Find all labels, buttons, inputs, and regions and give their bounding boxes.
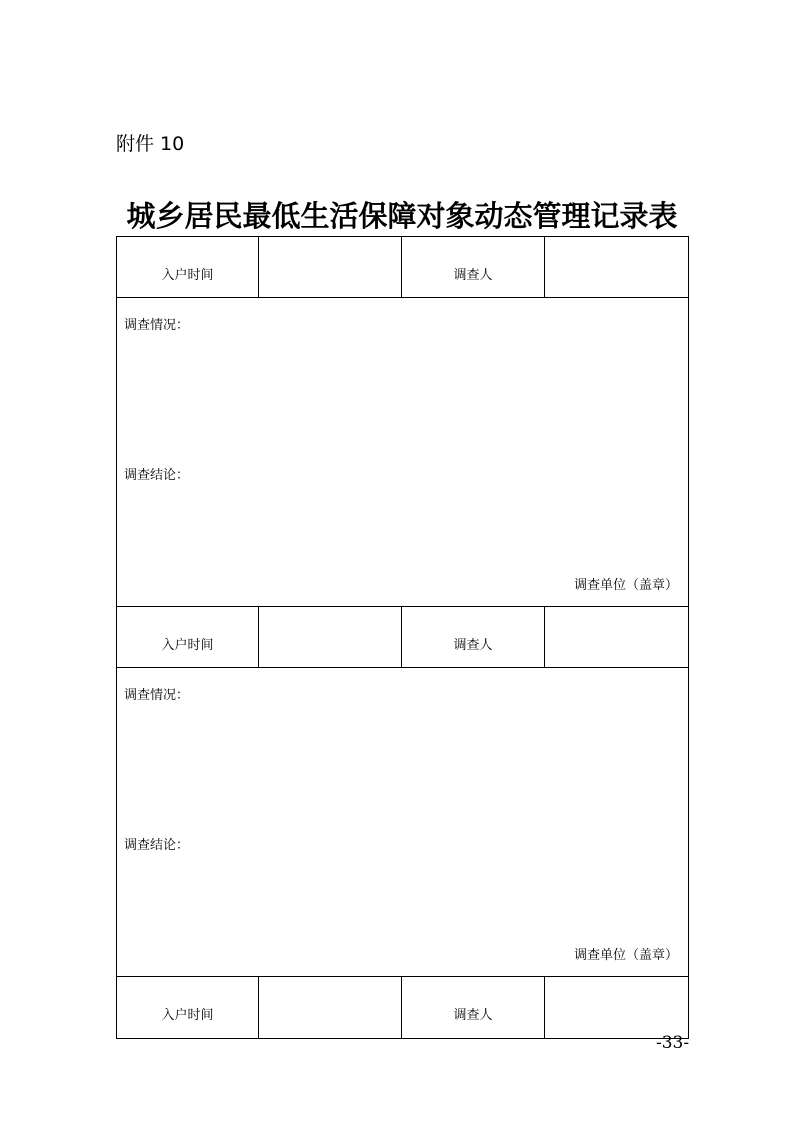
visit-time-field[interactable] — [259, 607, 402, 668]
visit-time-label: 入户时间 — [117, 977, 259, 1039]
visit-time-field[interactable] — [259, 237, 402, 298]
visit-time-label: 入户时间 — [117, 607, 259, 668]
form-title: 城乡居民最低生活保障对象动态管理记录表 — [126, 199, 678, 233]
investigation-situation-label: 调查情况： — [124, 688, 190, 703]
record-2-body-cell[interactable] — [117, 668, 689, 977]
investigating-unit-stamp-label: 调查单位（盖章） — [573, 578, 678, 593]
record-1-body-row — [117, 298, 689, 607]
record-1-body-cell[interactable] — [117, 298, 689, 607]
investigation-conclusion-label: 调查结论： — [124, 838, 190, 853]
investigating-unit-stamp-label: 调查单位（盖章） — [573, 948, 678, 963]
visit-time-label: 入户时间 — [117, 237, 259, 298]
record-2-info-row — [117, 607, 689, 668]
record-table — [116, 236, 689, 1039]
investigator-label: 调查人 — [402, 237, 545, 298]
attachment-label: 附件 10 — [116, 133, 185, 155]
record-3-info-row — [117, 977, 689, 1039]
investigation-conclusion-label: 调查结论： — [124, 468, 190, 483]
investigator-label: 调查人 — [402, 607, 545, 668]
visit-time-field[interactable] — [259, 977, 402, 1039]
record-1-info-row — [117, 237, 689, 298]
investigator-label: 调查人 — [402, 977, 545, 1039]
investigator-field[interactable] — [545, 237, 689, 298]
investigator-field[interactable] — [545, 607, 689, 668]
record-2-body-row — [117, 668, 689, 977]
page-number: -33- — [656, 1033, 690, 1053]
investigator-field[interactable] — [545, 977, 689, 1039]
investigation-situation-label: 调查情况： — [124, 318, 190, 333]
